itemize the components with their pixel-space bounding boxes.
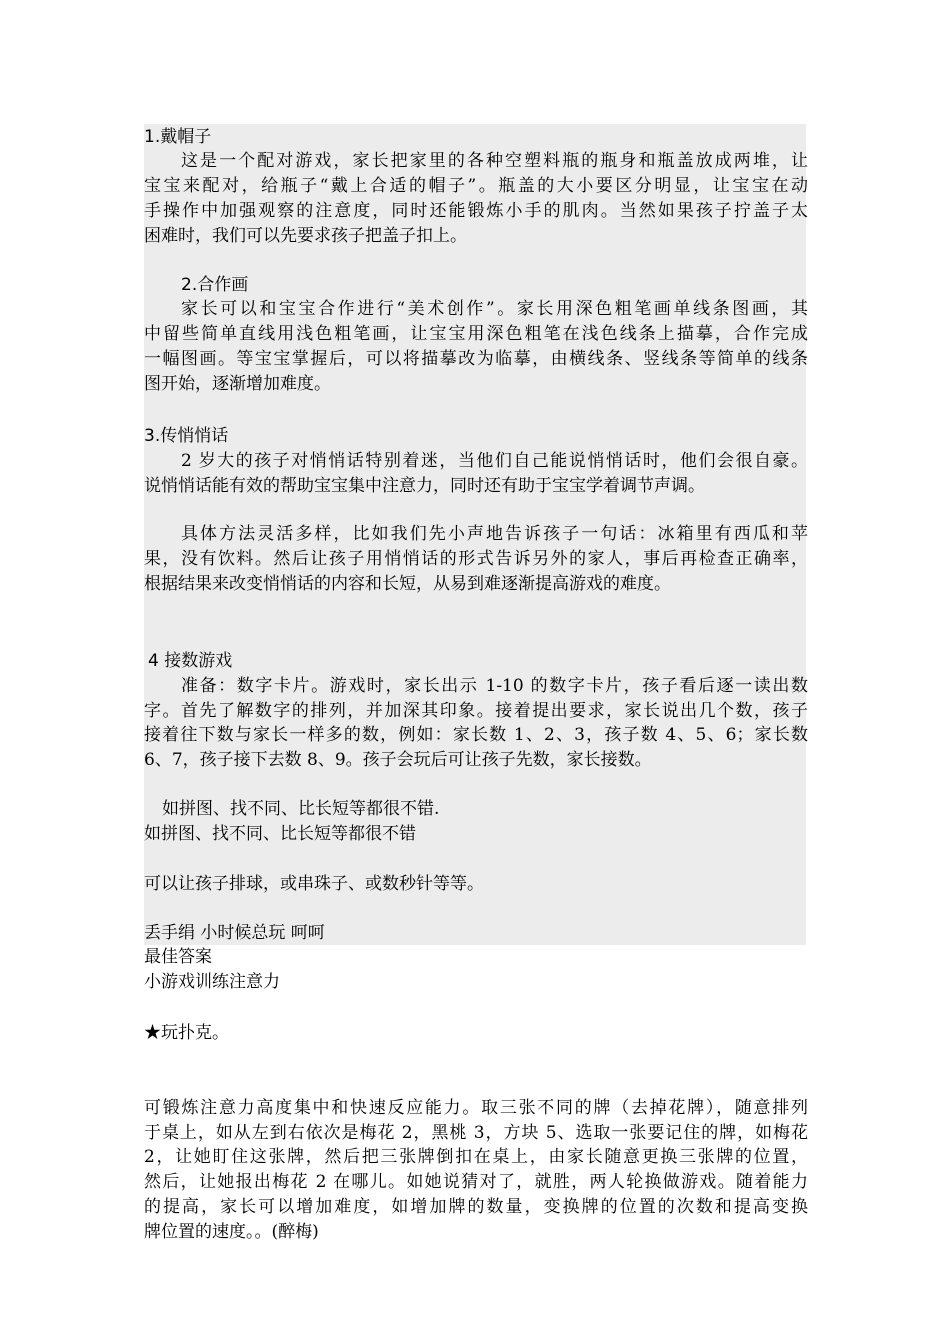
paragraph-line: 然后，让她报出梅花 2 在哪儿。如她说猜对了，就胜，两人轮换做游戏。随着能力 <box>144 1172 808 1192</box>
paragraph-line: 牌位置的速度。。(醉梅) <box>144 1222 319 1242</box>
reply-line: 如拼图、找不同、比长短等都很不错. <box>162 799 440 819</box>
paragraph-line: 准备：数字卡片。游戏时，家长出示 1-10 的数字卡片，孩子看后逐一读出数 <box>181 676 808 696</box>
paragraph-line: 困难时，我们可以先要求孩子把盖子扣上。 <box>144 226 467 246</box>
section-4-title: 4 接数游戏 <box>148 651 233 671</box>
reply-line: 丢手绢 小时候总玩 呵呵 <box>144 923 325 943</box>
paragraph-line: 手操作中加强观察的注意度，同时还能锻炼小手的肌肉。当然如果孩子拧盖子太 <box>144 201 808 221</box>
reply-line: 如拼图、找不同、比长短等都很不错 <box>144 824 416 844</box>
reply-line: 可以让孩子排球，或串珠子、或数秒针等等。 <box>144 874 484 894</box>
paragraph-line: 可锻炼注意力高度集中和快速反应能力。取三张不同的牌（去掉花牌），随意排列 <box>144 1098 808 1118</box>
paragraph-line: 图开始，逐渐增加难度。 <box>144 374 331 394</box>
paragraph-line: 2，让她盯住这张牌，然后把三张牌倒扣在桌上，由家长随意更换三张牌的位置， <box>144 1147 808 1167</box>
paragraph-line: 宝宝来配对，给瓶子“戴上合适的帽子”。瓶盖的大小要区分明显，让宝宝在动 <box>144 176 808 196</box>
paragraph-line: 根据结果来改变悄悄话的内容和长短，从易到难逐渐提高游戏的难度。 <box>144 574 671 594</box>
paragraph-line: 接着往下数与家长一样多的数，例如：家长数 1、2、3，孩子数 4、5、6；家长数 <box>144 725 808 745</box>
paragraph-line: 字。首先了解数字的排列，并加深其印象。接着提出要求，家长说出几个数，孩子 <box>144 701 808 721</box>
paragraph-line: 家长可以和宝宝合作进行“美术创作”。家长用深色粗笔画单线条图画，其 <box>181 299 808 319</box>
paragraph-line: 2 岁大的孩子对悄悄话特别着迷，当他们自己能说悄悄话时，他们会很自豪。 <box>181 451 808 471</box>
section-2-title: 2.合作画 <box>181 275 249 295</box>
poker-title: ★玩扑克。 <box>144 1023 229 1043</box>
paragraph-line: 6、7，孩子接下去数 8、9。孩子会玩后可让孩子先数，家长接数。 <box>144 750 652 770</box>
best-answer-heading: 最佳答案 <box>144 947 212 967</box>
paragraph-line: 一幅图画。等宝宝掌握后，可以将描摹改为临摹，由横线条、竖线条等简单的线条 <box>144 349 808 369</box>
paragraph-line: 于桌上，如从左到右依次是梅花 2，黑桃 3，方块 5、选取一张要记住的牌，如梅花 <box>144 1123 808 1143</box>
paragraph-line: 具体方法灵活多样，比如我们先小声地告诉孩子一句话：冰箱里有西瓜和苹 <box>181 524 808 544</box>
paragraph-line: 说悄悄话能有效的帮助宝宝集中注意力，同时还有助于宝宝学着调节声调。 <box>144 476 705 496</box>
answer-subtitle: 小游戏训练注意力 <box>144 972 280 992</box>
paragraph-line: 中留些简单直线用浅色粗笔画，让宝宝用深色粗笔在浅色线条上描摹，合作完成 <box>144 324 808 344</box>
paragraph-line: 这是一个配对游戏，家长把家里的各种空塑料瓶的瓶身和瓶盖放成两堆，让 <box>181 151 808 171</box>
paragraph-line: 果，没有饮料。然后让孩子用悄悄话的形式告诉另外的家人，事后再检查正确率， <box>144 549 808 569</box>
paragraph-line: 的提高，家长可以增加难度，如增加牌的数量，变换牌的位置的次数和提高变换 <box>144 1197 808 1217</box>
section-3-title: 3.传悄悄话 <box>144 426 229 446</box>
section-1-title: 1.戴帽子 <box>144 127 212 147</box>
